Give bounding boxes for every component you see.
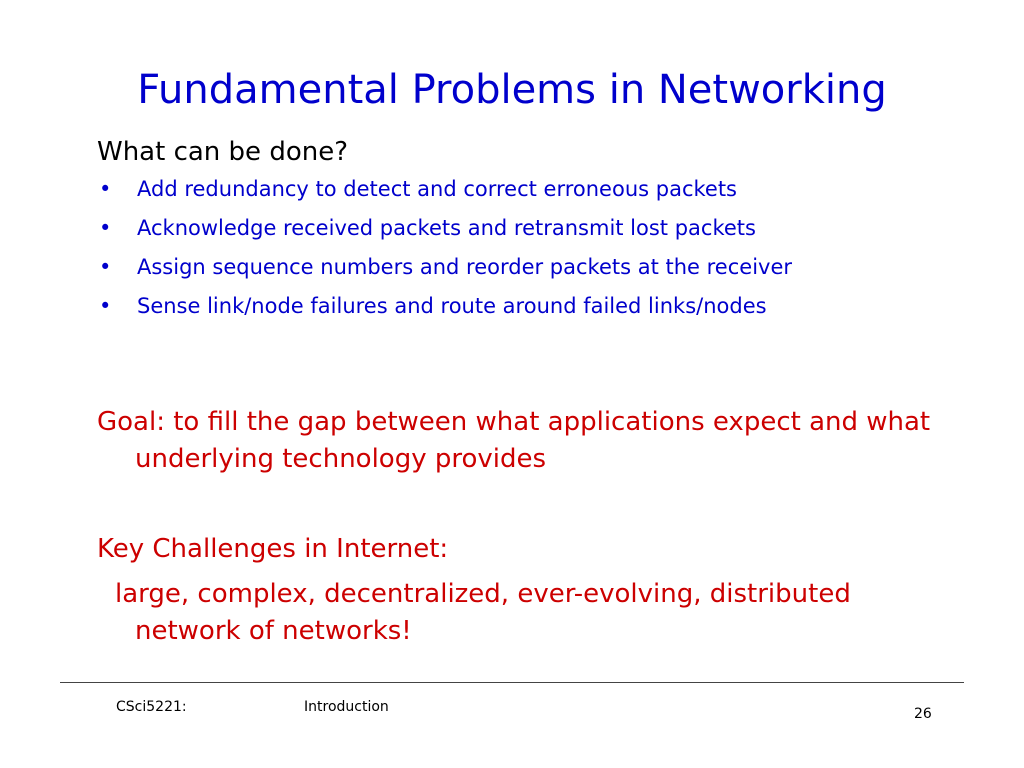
- bullet-list: [97, 175, 957, 331]
- footer-divider: [60, 682, 964, 683]
- bullet-icon: •: [99, 177, 112, 201]
- bullet-text: Assign sequence numbers and reorder packets at the receiver: [137, 255, 793, 279]
- page-number: 26: [914, 706, 932, 722]
- bullet-item: [97, 292, 957, 321]
- goal-statement: Goal: to fill the gap between what applications expect and what underlying technology provides: [97, 407, 931, 474]
- key-challenges-body: large, complex, decentralized, ever-evolving, distributed network of networks!: [115, 579, 851, 646]
- footer-course: CSci5221:: [116, 699, 187, 715]
- slide-title: Fundamental Problems in Networking: [137, 67, 887, 113]
- key-challenges-heading: Key Challenges in Internet:: [97, 534, 449, 564]
- bullet-icon: •: [99, 294, 112, 318]
- bullet-text: Sense link/node failures and route around failed links/nodes: [137, 294, 767, 318]
- bullet-item: [97, 214, 957, 243]
- footer-topic: Introduction: [304, 699, 389, 715]
- bullet-icon: •: [99, 216, 112, 240]
- bullet-item: [97, 175, 957, 204]
- bullet-icon: •: [99, 255, 112, 279]
- bullet-item: [97, 253, 957, 282]
- bullet-text: Acknowledge received packets and retransmit lost packets: [137, 216, 756, 240]
- bullet-text: Add redundancy to detect and correct erroneous packets: [137, 177, 737, 201]
- question-text: What can be done?: [97, 137, 348, 167]
